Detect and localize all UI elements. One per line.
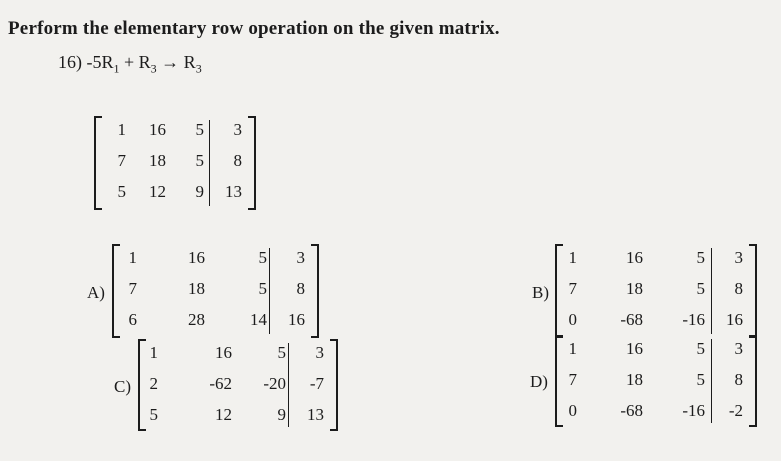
matrix-entry: 7 — [568, 279, 577, 298]
matrix-entry: 8 — [233, 151, 242, 170]
matrix-entry: 9 — [277, 405, 286, 424]
matrix-entry: 1 — [117, 120, 126, 139]
matrix-entry: 1 — [128, 248, 137, 267]
matrix-entry: 14 — [250, 310, 267, 329]
matrix-entry: 2 — [149, 374, 158, 393]
matrix-entry: -68 — [620, 401, 643, 420]
matrix-entry: 13 — [307, 405, 324, 424]
row-operation: $-5R_1 + R_3 \to R_3$ — [86, 52, 202, 76]
matrix-entry: 5 — [696, 279, 705, 298]
matrix-entry: 3 — [315, 343, 324, 362]
choice-c-label[interactable]: C) — [114, 377, 131, 396]
matrix-entry: 13 — [225, 182, 242, 201]
matrix-entry: 5 — [117, 182, 126, 201]
matrix-entry: 5 — [696, 370, 705, 389]
matrix-entry: 18 — [188, 279, 205, 298]
matrix-entry: 5 — [258, 248, 267, 267]
matrix-entry: 3 — [233, 120, 242, 139]
matrix-entry: 12 — [215, 405, 232, 424]
matrix-entry: 3 — [296, 248, 305, 267]
matrix-entry: 16 — [626, 248, 643, 267]
matrix-entry: 8 — [734, 279, 743, 298]
problem-number: 16) — [58, 52, 82, 72]
matrix-entry: 18 — [626, 370, 643, 389]
matrix-entry: 5 — [149, 405, 158, 424]
matrix-entry: 16 — [626, 339, 643, 358]
matrix-entry: 3 — [734, 248, 743, 267]
problem-statement — [58, 52, 202, 77]
matrix-entry: 16 — [288, 310, 305, 329]
matrix-entry: -20 — [263, 374, 286, 393]
matrix-entry: 5 — [195, 151, 204, 170]
choice-d-label[interactable]: D) — [530, 372, 548, 391]
matrix-entry: 16 — [726, 310, 743, 329]
augment-divider — [209, 120, 210, 206]
matrix-entry: 1 — [149, 343, 158, 362]
matrix-entry: 16 — [215, 343, 232, 362]
matrix-entry: 12 — [149, 182, 166, 201]
matrix-entry: 1 — [568, 248, 577, 267]
matrix-entry: -16 — [682, 310, 705, 329]
choice-a-matrix[interactable] — [112, 244, 319, 338]
augment-divider — [269, 248, 270, 334]
choice-d-matrix[interactable] — [555, 335, 757, 427]
matrix-entry: 5 — [277, 343, 286, 362]
matrix-entry: 18 — [626, 279, 643, 298]
matrix-entry: 7 — [117, 151, 126, 170]
choice-a-label[interactable]: A) — [87, 283, 105, 302]
choice-b-matrix[interactable] — [555, 244, 757, 338]
matrix-entry: 8 — [296, 279, 305, 298]
matrix-entry: 8 — [734, 370, 743, 389]
matrix-entry: 9 — [195, 182, 204, 201]
matrix-entry: 5 — [696, 339, 705, 358]
augment-divider — [288, 343, 289, 427]
matrix-entry: -7 — [309, 374, 324, 393]
augment-divider — [711, 339, 712, 423]
matrix-entry: 3 — [734, 339, 743, 358]
matrix-entry: -2 — [728, 401, 743, 420]
matrix-entry: 5 — [258, 279, 267, 298]
matrix-entry: 16 — [188, 248, 205, 267]
choice-b-label[interactable]: B) — [532, 283, 549, 302]
choice-c-matrix[interactable] — [138, 339, 338, 431]
augment-divider — [711, 248, 712, 334]
matrix-entry: 5 — [195, 120, 204, 139]
matrix-entry: 16 — [149, 120, 166, 139]
matrix-entry: 28 — [188, 310, 205, 329]
matrix-entry: -16 — [682, 401, 705, 420]
matrix-entry: -68 — [620, 310, 643, 329]
matrix-entry: 0 — [568, 310, 577, 329]
matrix-entry: -62 — [209, 374, 232, 393]
matrix-entry: 1 — [568, 339, 577, 358]
question-heading: Perform the elementary row operation on the given matrix. — [8, 18, 500, 39]
given-matrix — [94, 116, 256, 210]
matrix-entry: 7 — [128, 279, 137, 298]
matrix-entry: 6 — [128, 310, 137, 329]
matrix-entry: 0 — [568, 401, 577, 420]
matrix-entry: 5 — [696, 248, 705, 267]
matrix-entry: 18 — [149, 151, 166, 170]
matrix-entry: 7 — [568, 370, 577, 389]
